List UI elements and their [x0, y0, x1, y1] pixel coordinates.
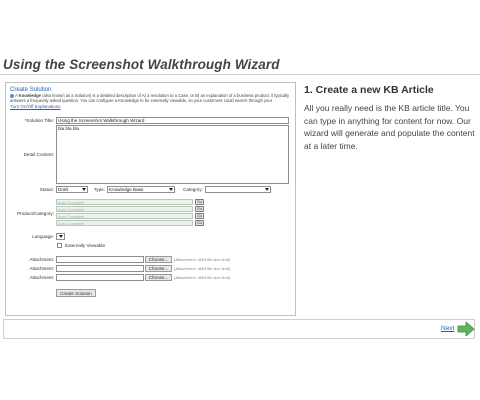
product-autocomplete-1[interactable]: Auto Complete	[56, 199, 193, 205]
status-select[interactable]	[56, 186, 88, 193]
type-value: Knowledge Base	[109, 187, 144, 192]
next-link[interactable]: Next	[441, 325, 455, 332]
product-go-button-3[interactable]: Go	[196, 214, 203, 218]
solution-title-label: *Solution Title:	[24, 118, 54, 123]
type-label: Type:	[93, 187, 105, 192]
attachment-label-1: Attachment:	[29, 257, 54, 262]
attachment-label-2: Attachment:	[29, 266, 54, 271]
title-divider	[0, 74, 480, 75]
chevron-down-icon	[59, 235, 63, 238]
navigation-bar	[3, 319, 475, 339]
language-label: Language:	[32, 234, 54, 239]
status-label: Status:	[39, 187, 54, 192]
description-prefix: A	[14, 93, 18, 98]
page-title: Using the Screenshot Walkthrough Wizard	[3, 57, 280, 72]
category-select[interactable]	[205, 186, 271, 193]
status-value: Draft	[58, 187, 68, 192]
choose-file-button-1[interactable]: Choose...	[145, 256, 172, 263]
attachment-note-3: (Attachment: 4MB file size limit)	[174, 275, 231, 280]
externally-viewable-checkbox[interactable]	[57, 243, 62, 248]
product-autocomplete-3[interactable]: Auto Complete	[56, 213, 193, 219]
product-go-button-4[interactable]: Go	[196, 221, 203, 225]
chevron-down-icon	[265, 188, 269, 191]
attachment-input-2[interactable]	[56, 265, 144, 272]
product-autocomplete-2[interactable]: Auto Complete	[56, 206, 193, 212]
chevron-down-icon	[169, 188, 173, 191]
attachment-input-1[interactable]	[56, 256, 144, 263]
attachment-label-3: Attachment:	[29, 275, 54, 280]
create-solution-button[interactable]: Create Solution	[56, 289, 96, 297]
language-select[interactable]	[56, 233, 65, 240]
detail-content-textarea[interactable]: bla bla bla	[56, 125, 289, 184]
chevron-down-icon	[82, 188, 86, 191]
product-category-label: Product/Category:	[16, 211, 54, 216]
attachment-input-3[interactable]	[56, 274, 144, 281]
type-select[interactable]	[107, 186, 175, 193]
product-go-button-1[interactable]: Go	[196, 200, 203, 204]
solution-title-input[interactable]: Using the Screenshot Walkthrough Wizard	[56, 117, 289, 124]
choose-file-button-3[interactable]: Choose...	[145, 274, 172, 281]
screenshot-panel	[5, 82, 296, 316]
explanations-toggle-link[interactable]: Turn On/Off Explanations	[10, 104, 61, 109]
step-heading: 1. Create a new KB Article	[304, 84, 434, 96]
description-bold: Knowledge	[18, 93, 42, 98]
choose-file-button-2[interactable]: Choose...	[145, 265, 172, 272]
form-title: Create Solution	[10, 87, 52, 93]
product-autocomplete-4[interactable]: Auto Complete	[56, 220, 193, 226]
externally-viewable-label: Externally Viewable	[65, 243, 106, 248]
attachment-note-1: (Attachment: 4MB file size limit)	[174, 257, 231, 262]
arrow-right-icon[interactable]	[457, 322, 475, 336]
category-label: Category:	[183, 187, 203, 192]
step-description: All you really need is the KB article title. You can type in anything for content for now. Our wizard will generate and populate the content at a later time.	[304, 103, 475, 151]
form-description	[10, 93, 293, 103]
attachment-note-2: (Attachment: 4MB file size limit)	[174, 266, 231, 271]
description-text: (also known as a Solution) is a detailed description of A) a resolution to a Case, or B) an explanation of a business product; it typically answers a frequently asked question. You can configure a Knowledge to be externally viewable, so your customers could search through your	[10, 93, 290, 103]
product-go-button-2[interactable]: Go	[196, 207, 203, 211]
detail-content-label: Detail Content:	[23, 152, 54, 157]
